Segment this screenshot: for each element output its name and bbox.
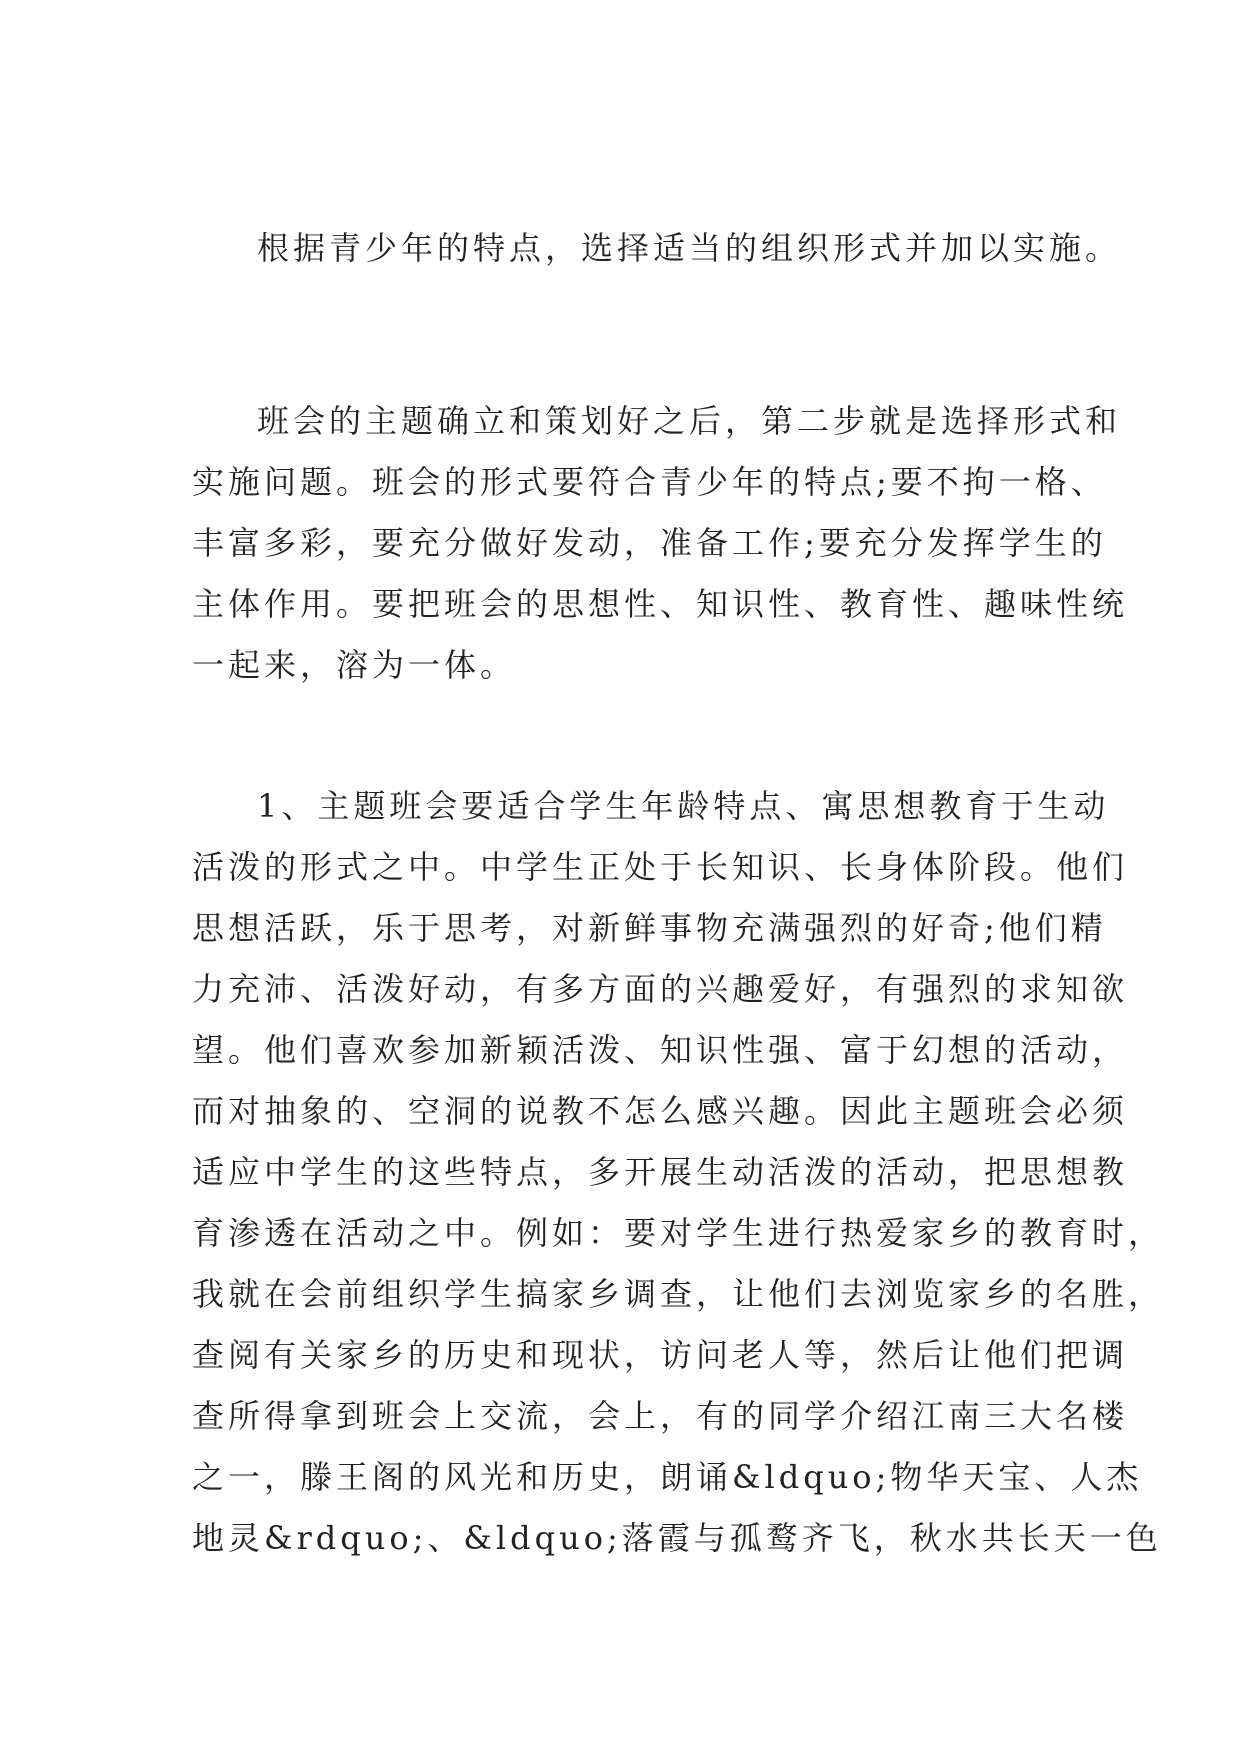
paragraph-line: 力充沛、活泼好动，有多方面的兴趣爱好，有强烈的求知欲 [192,970,1129,1008]
paragraph-line: 一起来，溶为一体。 [192,646,517,684]
paragraph-line: 主体作用。要把班会的思想性、知识性、教育性、趣味性统 [192,585,1129,623]
paragraph-line: 适应中学生的这些特点，多开展生动活泼的活动，把思想教 [192,1153,1129,1191]
paragraph-line: 之一，滕王阁的风光和历史，朗诵&ldquo;物华天宝、人杰 [192,1458,1143,1496]
paragraph-line: 实施问题。班会的形式要符合青少年的特点;要不拘一格、 [192,463,1107,501]
paragraph-1 [192,218,1122,279]
paragraph-3 [192,776,1165,1569]
paragraph-line: 丰富多彩，要充分做好发动，准备工作;要充分发挥学生的 [192,524,1107,562]
paragraph-line: 1、主题班会要适合学生年龄特点、寓思想教育于生动 [257,787,1110,825]
paragraph-line: 我就在会前组织学生搞家乡调查，让他们去浏览家乡的名胜， [192,1275,1165,1313]
paragraph-line: 地灵&rdquo;、&ldquo;落霞与孤鹜齐飞，秋水共长天一色 [192,1519,1162,1557]
paragraph-line: 育渗透在活动之中。例如：要对学生进行热爱家乡的教育时， [192,1214,1165,1252]
paragraph-line: 查所得拿到班会上交流，会上，有的同学介绍江南三大名楼 [192,1397,1129,1435]
paragraph-line: 班会的主题确立和策划好之后，第二步就是选择形式和 [257,402,1122,440]
paragraph-line: 望。他们喜欢参加新颖活泼、知识性强、富于幻想的活动， [192,1031,1129,1069]
paragraph-2 [192,391,1129,696]
paragraph-line: 活泼的形式之中。中学生正处于长知识、长身体阶段。他们 [192,848,1129,886]
paragraph-line: 根据青少年的特点，选择适当的组织形式并加以实施。 [257,229,1122,267]
paragraph-line: 思想活跃，乐于思考，对新鲜事物充满强烈的好奇;他们精 [192,909,1107,947]
paragraph-line: 查阅有关家乡的历史和现状，访问老人等，然后让他们把调 [192,1336,1129,1374]
paragraph-line: 而对抽象的、空洞的说教不怎么感兴趣。因此主题班会必须 [192,1092,1129,1130]
